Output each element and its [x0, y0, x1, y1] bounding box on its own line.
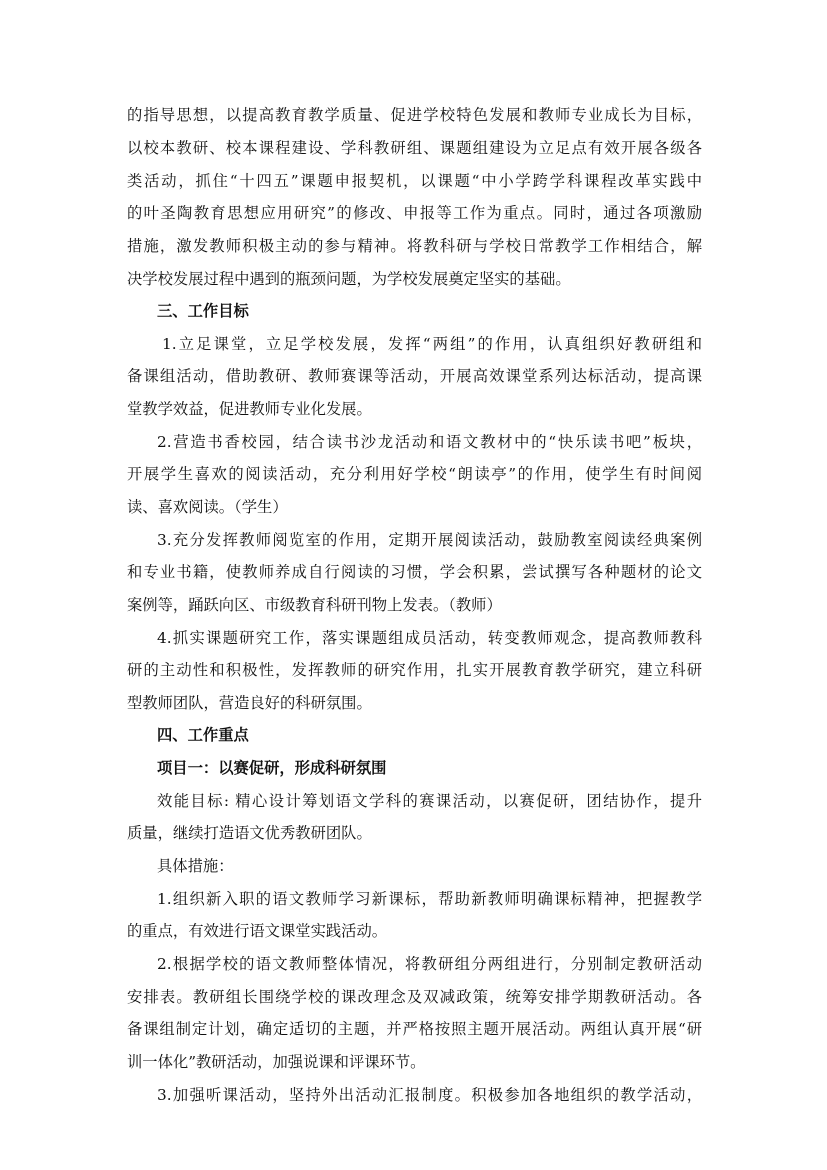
- section-heading: 三、工作目标: [157, 302, 249, 320]
- paragraph-line: 类活动，抓住“十四五”课题申报契机，以课题“中小学跨学科课程改革实践中: [127, 172, 702, 190]
- project-heading: 项目一：以赛促研，形成科研氛围: [157, 759, 387, 777]
- paragraph-line: 研的主动性和积极性，发挥教师的研究作用，扎实开展教育教学研究，建立科研: [127, 661, 702, 679]
- section-heading: 四、工作重点: [157, 726, 249, 744]
- paragraph-line: 和专业书籍，使教师养成自行阅读的习惯，学会积累，尝试撰写各种题材的论文: [127, 563, 702, 581]
- paragraph-line: 3.充分发挥教师阅览室的作用，定期开展阅读活动，鼓励教室阅读经典案例: [157, 531, 702, 549]
- paragraph-line: 措施，激发教师积极主动的参与精神。将教科研与学校日常教学工作相结合，解: [127, 237, 702, 255]
- paragraph-line: 的指导思想，以提高教育教学质量、促进学校特色发展和教师专业成长为目标，: [127, 106, 702, 124]
- paragraph-line: 决学校发展过程中遇到的瓶颈问题，为学校发展奠定坚实的基础。: [127, 270, 571, 288]
- paragraph-line: 效能目标: 精心设计筹划语文学科的赛课活动，以赛促研，团结协作，提升: [157, 792, 702, 810]
- paragraph-line: 1.组织新入职的语文教师学习新课标，帮助新教师明确课标精神，把握教学: [157, 890, 702, 908]
- paragraph-line: 开展学生喜欢的阅读活动，充分利用好学校“朗读亭”的作用，使学生有时间阅: [127, 465, 702, 483]
- paragraph-line: 1.立足课堂，立足学校发展，发挥“两组”的作用，认真组织好教研组和: [162, 335, 702, 353]
- paragraph-line: 读、喜欢阅读。（学生）: [127, 498, 288, 516]
- paragraph-line: 2.根据学校的语文教师整体情况，将教研组分两组进行，分别制定教研活动: [157, 955, 702, 973]
- paragraph-line: 4.抓实课题研究工作，落实课题组成员活动，转变教师观念，提高教师教科: [157, 629, 702, 647]
- paragraph-line: 堂教学效益，促进教师专业化发展。: [127, 400, 372, 418]
- paragraph-line: 的重点，有效进行语文课堂实践活动。: [127, 922, 388, 940]
- paragraph-line: 3.加强听课活动，坚持外出活动汇报制度。积极参加各地组织的教学活动，: [157, 1086, 702, 1104]
- paragraph-line: 质量，继续打造语文优秀教研团队。: [127, 824, 372, 842]
- paragraph-line: 2.营造书香校园，结合读书沙龙活动和语文教材中的“快乐读书吧”板块，: [157, 433, 702, 451]
- paragraph-line: 训一体化”教研活动，加强说课和评课环节。: [127, 1053, 426, 1071]
- paragraph-line: 安排表。教研组长围绕学校的课改理念及双减政策，统筹安排学期教研活动。各: [127, 988, 702, 1006]
- paragraph-line: 型教师团队，营造良好的科研氛围。: [127, 694, 372, 712]
- paragraph-line: 的叶圣陶教育思想应用研究”的修改、申报等工作为重点。同时，通过各项激励: [127, 204, 702, 222]
- paragraph-line: 具体措施：: [157, 857, 234, 875]
- paragraph-line: 案例等，踊跃向区、市级教育科研刊物上发表。（教师）: [127, 596, 502, 614]
- paragraph-line: 备课组活动，借助教研、教师赛课等活动，开展高效课堂系列达标活动，提高课: [127, 367, 702, 385]
- paragraph-line: 以校本教研、校本课程建设、学科教研组、课题组建设为立足点有效开展各级各: [127, 139, 702, 157]
- paragraph-line: 备课组制定计划，确定适切的主题，并严格按照主题开展活动。两组认真开展“研: [127, 1020, 702, 1038]
